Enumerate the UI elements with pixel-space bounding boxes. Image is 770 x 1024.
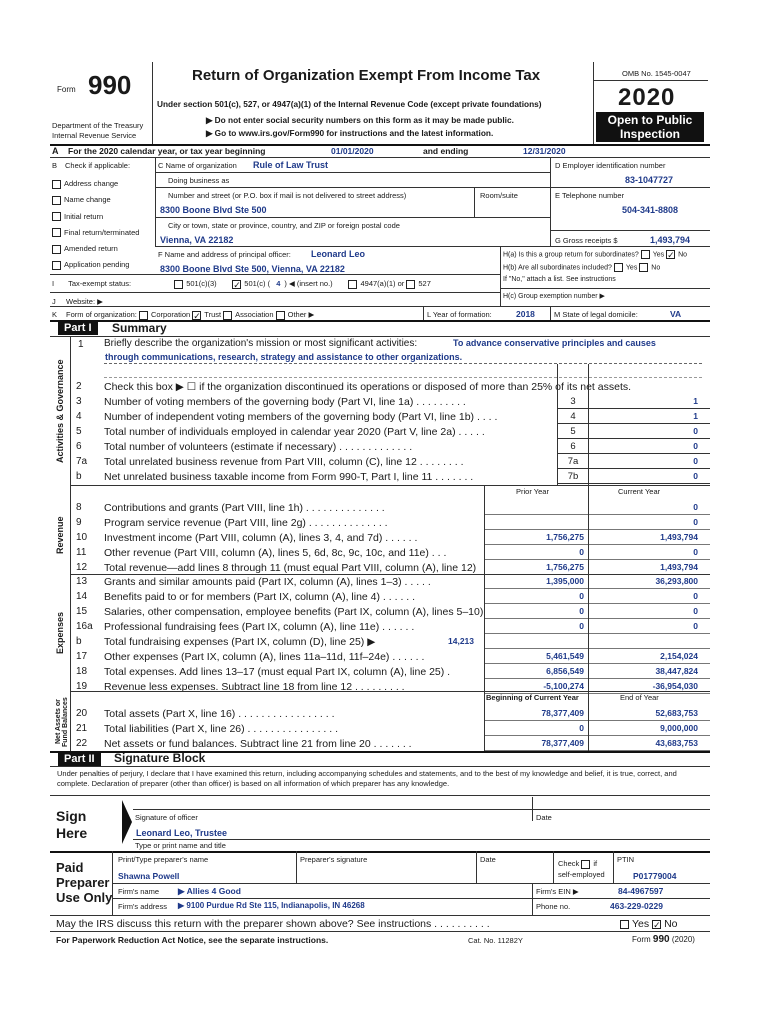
line-text: Salaries, other compensation, employee benefits (Part IX, column (A), lines 5–10) <box>104 606 484 618</box>
form-reference: Form 990 (2020) <box>632 934 695 945</box>
line-box-label: 6 <box>570 441 576 452</box>
paperwork-notice: For Paperwork Reduction Act Notice, see the separate instructions. <box>56 935 329 945</box>
prior-year-value: -5,100,274 <box>543 681 584 691</box>
paid-preparer-label: Paid Preparer Use Only <box>56 860 113 905</box>
line-i-label: I <box>52 279 55 288</box>
current-year-value: 36,293,800 <box>655 576 698 586</box>
line-number: 18 <box>76 666 88 677</box>
section-b-label: B <box>52 161 58 170</box>
sign-arrow-icon <box>122 800 132 844</box>
current-year-value: 0 <box>693 517 698 527</box>
line-number: 20 <box>76 708 88 719</box>
line-1-text: Briefly describe the organization's mission or most significant activities: <box>104 338 418 349</box>
city-label: City or town, state or province, country, and ZIP or foreign postal code <box>168 221 400 230</box>
amended-return-option[interactable]: Amended return <box>52 241 139 257</box>
line-text: Revenue less expenses. Subtract line 18 from line 12 . . . . . . . . . <box>104 681 405 693</box>
line-number: 21 <box>76 723 88 734</box>
line-text: Total number of individuals employed in calendar year 2020 (Part V, line 2a) . . . . . <box>104 426 485 438</box>
prior-year-value: 1,756,275 <box>546 532 584 542</box>
checkbox-no[interactable]: ✓ <box>667 250 675 260</box>
current-year-value: 0 <box>693 621 698 631</box>
h-a-question: H(a) Is this a group return for subordinates? Yes ✓ No <box>503 250 688 260</box>
current-year-value: 38,447,824 <box>655 666 698 676</box>
line-number: 7a <box>76 456 88 467</box>
firm-address-label: Firm's address <box>118 902 167 911</box>
penalty-statement: Under penalties of perjury, I declare that I have examined this return, including accompanying schedules and statements, and to the best of my knowledge and belief, it is true, correct, and complete. Declaration of preparer (other than officer) is based on all information of which preparer has any knowledge. <box>57 769 677 788</box>
preparer-name-value: Shawna Powell <box>118 871 180 881</box>
ptin-label: PTIN <box>617 855 635 864</box>
line-box-label: 7b <box>567 471 579 482</box>
line-a-text: For the 2020 calendar year, or tax year beginning <box>68 146 266 156</box>
firm-phone-value: 463-229-0229 <box>610 901 663 911</box>
line-number: 17 <box>76 651 88 662</box>
ssn-warning: ▶ Do not enter social security numbers on this form as it may be made public. <box>206 115 514 125</box>
line-box-label: 3 <box>570 396 576 407</box>
part-2-tag: Part II <box>58 752 101 766</box>
line-value: 1 <box>693 411 698 421</box>
line-j: J Website: ▶ <box>52 297 103 306</box>
self-employed-checkbox[interactable] <box>581 860 590 869</box>
checkbox[interactable] <box>52 196 61 205</box>
state-domicile-value: VA <box>670 309 682 319</box>
tax-year-begin: 01/01/2020 <box>331 146 374 156</box>
year-formation-label: L Year of formation: <box>427 310 492 319</box>
prior-year-value: 1,756,275 <box>546 562 584 572</box>
line-value: 0 <box>693 471 698 481</box>
line-a-label: A <box>52 146 59 156</box>
line-number: 14 <box>76 591 88 602</box>
line-number: 12 <box>76 562 88 573</box>
irs-discuss-question: May the IRS discuss this return with the preparer shown above? See instructions . . . . . . . . . . <box>56 918 490 930</box>
line-k: K Form of organization: Corporation ✓ Trust Association Other ▶ <box>52 310 315 321</box>
checkbox-527[interactable] <box>406 280 415 289</box>
firm-ein-label: Firm's EIN ▶ <box>536 887 579 896</box>
open-to-public-text: Open to Public <box>607 113 693 127</box>
line-text: Other expenses (Part IX, column (A), lines 11a–11d, 11f–24e) . . . . . . <box>104 651 425 663</box>
form-label: Form <box>57 85 76 94</box>
col-beginning-current-year: Beginning of Current Year <box>486 693 579 702</box>
state-domicile-label: M State of legal domicile: <box>554 310 638 319</box>
checkbox-association[interactable] <box>223 311 232 320</box>
part-2-title: Signature Block <box>114 751 206 765</box>
line-text: Grants and similar amounts paid (Part IX, column (A), lines 1–3) . . . . . <box>104 576 431 588</box>
line-text: Total liabilities (Part X, line 26) . . . . . . . . . . . . . . . . <box>104 723 338 735</box>
sidebar-expenses: Expenses <box>55 611 65 655</box>
form-title: Return of Organization Exempt From Income Tax <box>192 67 541 84</box>
here-label: Here <box>56 825 88 841</box>
sign-date-label: Date <box>536 813 552 822</box>
line-box-label: 7a <box>567 456 579 467</box>
prior-year-value: 0 <box>579 621 584 631</box>
line-number: 9 <box>76 517 82 528</box>
current-year-value: 0 <box>693 591 698 601</box>
line-text: Net unrelated business taxable income from Form 990-T, Part I, line 11 . . . . . . . <box>104 471 474 483</box>
open-to-public-banner <box>596 112 704 142</box>
part-1-title: Summary <box>112 321 167 335</box>
applicable-checkboxes <box>52 176 139 274</box>
checkbox-no[interactable] <box>639 263 648 272</box>
ein-value: 83-1047727 <box>625 175 674 185</box>
line-number: 10 <box>76 532 88 543</box>
line-text: Check this box ▶ ☐ if the organization discontinued its operations or disposed of more than 25% of its net assets. <box>104 381 632 393</box>
and-ending-label: and ending <box>423 146 469 156</box>
section-b-title: B Check if applicable: <box>52 161 131 170</box>
line-text: Total expenses. Add lines 13–17 (must equal Part IX, column (A), line 25) . <box>104 666 451 678</box>
department-line1: Department of the Treasury <box>52 121 144 130</box>
line-text: Total fundraising expenses (Part IX, column (D), line 25) ▶ <box>104 636 376 648</box>
self-employed-check: Check if <box>558 859 598 868</box>
sidebar-activities-governance: Activities & Governance <box>55 359 65 463</box>
checkbox-yes[interactable] <box>641 250 650 259</box>
prior-year-value: 78,377,409 <box>541 708 584 718</box>
irs-link-instruction: ▶ Go to www.irs.gov/Form990 for instructions and the latest information. <box>206 128 494 138</box>
line-text: Total revenue—add lines 8 through 11 (must equal Part VIII, column (A), line 12) <box>104 562 477 574</box>
prior-year-value: 0 <box>579 591 584 601</box>
tax-exempt-status-label: Tax-exempt status: <box>68 279 132 288</box>
firm-address-value: ▶ 9100 Purdue Rd Ste 115, Indianapolis, IN 46268 <box>178 901 365 910</box>
final-return-option[interactable]: Final return/terminated <box>52 225 139 241</box>
form-number: 990 <box>88 70 132 100</box>
checkbox[interactable] <box>52 245 61 254</box>
current-year-value: 9,000,000 <box>660 723 698 733</box>
checkbox-501c3[interactable] <box>174 280 183 289</box>
ein-label: D Employer identification number <box>555 161 666 170</box>
line-box-label: 4 <box>570 411 576 422</box>
checkbox[interactable] <box>52 180 61 189</box>
501c-number: 4 <box>276 279 281 288</box>
line-number: b <box>76 471 82 482</box>
line-number: 6 <box>76 441 82 452</box>
preparer-signature-label: Preparer's signature <box>300 855 368 864</box>
name-change-option[interactable]: Name change <box>52 192 139 208</box>
h-b-question: H(b) Are all subordinates included? Yes No <box>503 264 661 272</box>
street-value: 8300 Boone Blvd Ste 500 <box>160 205 267 215</box>
checkbox-yes[interactable] <box>620 920 629 929</box>
current-year-value: 43,683,753 <box>655 738 698 748</box>
fundraising-inline-value: 14,213 <box>448 636 474 646</box>
officer-address-value: 8300 Boone Blvd Ste 500, Vienna, VA 22182 <box>160 264 345 274</box>
line-text: Net assets or fund balances. Subtract line 21 from line 20 . . . . . . . <box>104 738 412 750</box>
line-i: I Tax-exempt status: 501(c)(3) ✓ 501(c) ( 4 ) ◀ (insert no.) 4947(a)(1) or 527 <box>52 279 431 290</box>
prior-year-value: 5,461,549 <box>546 651 584 661</box>
line-text: Number of independent voting members of the governing body (Part VI, line 1b) . . . . <box>104 411 498 423</box>
line-text: Other revenue (Part VIII, column (A), lines 5, 6d, 8c, 9c, 10c, and 11e) . . . <box>104 547 447 559</box>
line-number: 19 <box>76 681 88 692</box>
initial-return-option[interactable]: Initial return <box>52 209 139 225</box>
checkbox[interactable] <box>52 212 61 221</box>
self-employed-label: self-employed <box>558 870 605 879</box>
mission-text-1: To advance conservative principles and causes <box>453 338 656 348</box>
current-year-value: 0 <box>693 547 698 557</box>
preparer-name-label: Print/Type preparer's name <box>118 855 209 864</box>
line-number: 11 <box>76 547 87 558</box>
firm-ein-value: 84-4967597 <box>618 886 664 896</box>
checkbox[interactable] <box>52 261 61 270</box>
ptin-value: P01779004 <box>633 871 677 881</box>
omb-number: OMB No. 1545-0047 <box>622 69 691 78</box>
line-text: Total number of volunteers (estimate if necessary) . . . . . . . . . . . . . <box>104 441 413 453</box>
current-year-value: 0 <box>693 606 698 616</box>
city-value: Vienna, VA 22182 <box>160 235 234 245</box>
address-change-option[interactable]: Address change <box>52 176 139 192</box>
checkbox-no[interactable]: ✓ <box>653 919 661 930</box>
sidebar-revenue: Revenue <box>55 516 65 554</box>
prior-year-value: 6,856,549 <box>546 666 584 676</box>
prior-year-value: 0 <box>579 723 584 733</box>
checkbox[interactable] <box>52 228 61 237</box>
org-name-value: Rule of Law Trust <box>253 160 329 170</box>
line-value: 0 <box>693 441 698 451</box>
street-label: Number and street (or P.O. box if mail is not delivered to street address) <box>168 191 407 200</box>
line-number: 22 <box>76 738 88 749</box>
current-year-value: 0 <box>693 502 698 512</box>
line-number: 15 <box>76 606 88 617</box>
part-1-tag: Part I <box>58 321 98 335</box>
line-number: 3 <box>76 396 82 407</box>
line-text: Program service revenue (Part VIII, line 2g) . . . . . . . . . . . . . . <box>104 517 388 529</box>
line-number: 2 <box>76 381 82 392</box>
checkbox-trust[interactable]: ✓ <box>193 310 201 321</box>
org-name-label: C Name of organization <box>158 161 237 170</box>
signer-name-title: Leonard Leo, Trustee <box>136 828 228 838</box>
line-number: 13 <box>76 576 88 587</box>
application-pending-option[interactable]: Application pending <box>52 257 139 273</box>
sidebar-net-assets: Net Assets or Fund Balances <box>55 697 69 747</box>
phone-value: 504-341-8808 <box>622 205 679 215</box>
sign-label: Sign <box>56 808 87 824</box>
catalog-number: Cat. No. 11282Y <box>468 936 523 945</box>
current-year-value: 1,493,794 <box>660 532 698 542</box>
firm-name-value: ▶ Allies 4 Good <box>178 886 241 896</box>
checkbox-yes[interactable] <box>614 263 623 272</box>
officer-name-value: Leonard Leo <box>311 249 366 259</box>
col-prior-year: Prior Year <box>516 487 549 496</box>
prior-year-value: 0 <box>579 547 584 557</box>
line-number: 8 <box>76 502 82 513</box>
line-number: 5 <box>76 426 82 437</box>
line-text: Total assets (Part X, line 16) . . . . . . . . . . . . . . . . . <box>104 708 335 720</box>
line-text: Contributions and grants (Part VIII, line 1h) . . . . . . . . . . . . . . <box>104 502 385 514</box>
prior-year-value: 78,377,409 <box>541 738 584 748</box>
line-value: 1 <box>693 396 698 406</box>
line-number: 4 <box>76 411 82 422</box>
prior-year-value: 0 <box>579 606 584 616</box>
current-year-value: 2,154,024 <box>660 651 698 661</box>
firm-name-label: Firm's name <box>118 887 160 896</box>
checkbox-other[interactable] <box>276 311 285 320</box>
line-value: 0 <box>693 426 698 436</box>
checkbox-corporation[interactable] <box>139 311 148 320</box>
line-box-label: 5 <box>570 426 576 437</box>
prior-year-value: 1,395,000 <box>546 576 584 586</box>
line-text: Investment income (Part VIII, column (A), lines 3, 4, and 7d) . . . . . . <box>104 532 418 544</box>
tax-year-end: 12/31/2020 <box>523 146 566 156</box>
officer-label: F Name and address of principal officer: <box>158 250 291 259</box>
gross-receipts-label: G Gross receipts $ <box>555 236 618 245</box>
h-c-group-exemption: H(c) Group exemption number ▶ <box>503 293 605 300</box>
line-value: 0 <box>693 456 698 466</box>
inspection-text: Inspection <box>619 127 680 141</box>
dba-label: Doing business as <box>168 176 230 185</box>
gross-receipts-value: 1,493,794 <box>650 235 691 245</box>
line-number: b <box>76 636 82 647</box>
preparer-date-label: Date <box>480 855 496 864</box>
tax-year: 2020 <box>618 84 676 111</box>
checkbox-501c[interactable]: ✓ <box>233 279 241 290</box>
h-b-note: If "No," attach a list. See instructions <box>503 276 616 283</box>
col-end-of-year: End of Year <box>620 693 659 702</box>
type-name-label: Type or print name and title <box>135 841 226 850</box>
mission-text-2: through communications, research, strategy and assistance to other organizations. <box>105 352 463 362</box>
line-1-number: 1 <box>78 339 84 350</box>
line-text: Benefits paid to or for members (Part IX, column (A), line 4) . . . . . . <box>104 591 416 603</box>
current-year-value: -36,954,030 <box>652 681 698 691</box>
checkbox-4947[interactable] <box>348 280 357 289</box>
line-text: Professional fundraising fees (Part IX, column (A), line 11e) . . . . . . <box>104 621 415 633</box>
current-year-value: 1,493,794 <box>660 562 698 572</box>
year-formation-value: 2018 <box>516 309 535 319</box>
irs-discuss-answers: Yes ✓ No <box>620 918 678 930</box>
line-number: 16a <box>76 621 93 632</box>
line-text: Number of voting members of the governing body (Part VI, line 1a) . . . . . . . . . <box>104 396 466 408</box>
room-suite-label: Room/suite <box>480 191 518 200</box>
line-text: Total unrelated business revenue from Part VIII, column (C), line 12 . . . . . . . . <box>104 456 464 468</box>
phone-label: E Telephone number <box>555 191 625 200</box>
current-year-value: 52,683,753 <box>655 708 698 718</box>
firm-phone-label: Phone no. <box>536 902 571 911</box>
form-subtitle: Under section 501(c), 527, or 4947(a)(1) of the Internal Revenue Code (except private foundations) <box>157 99 542 109</box>
col-current-year: Current Year <box>618 487 661 496</box>
department-line2: Internal Revenue Service <box>52 131 137 140</box>
signature-officer-label: Signature of officer <box>135 813 198 822</box>
